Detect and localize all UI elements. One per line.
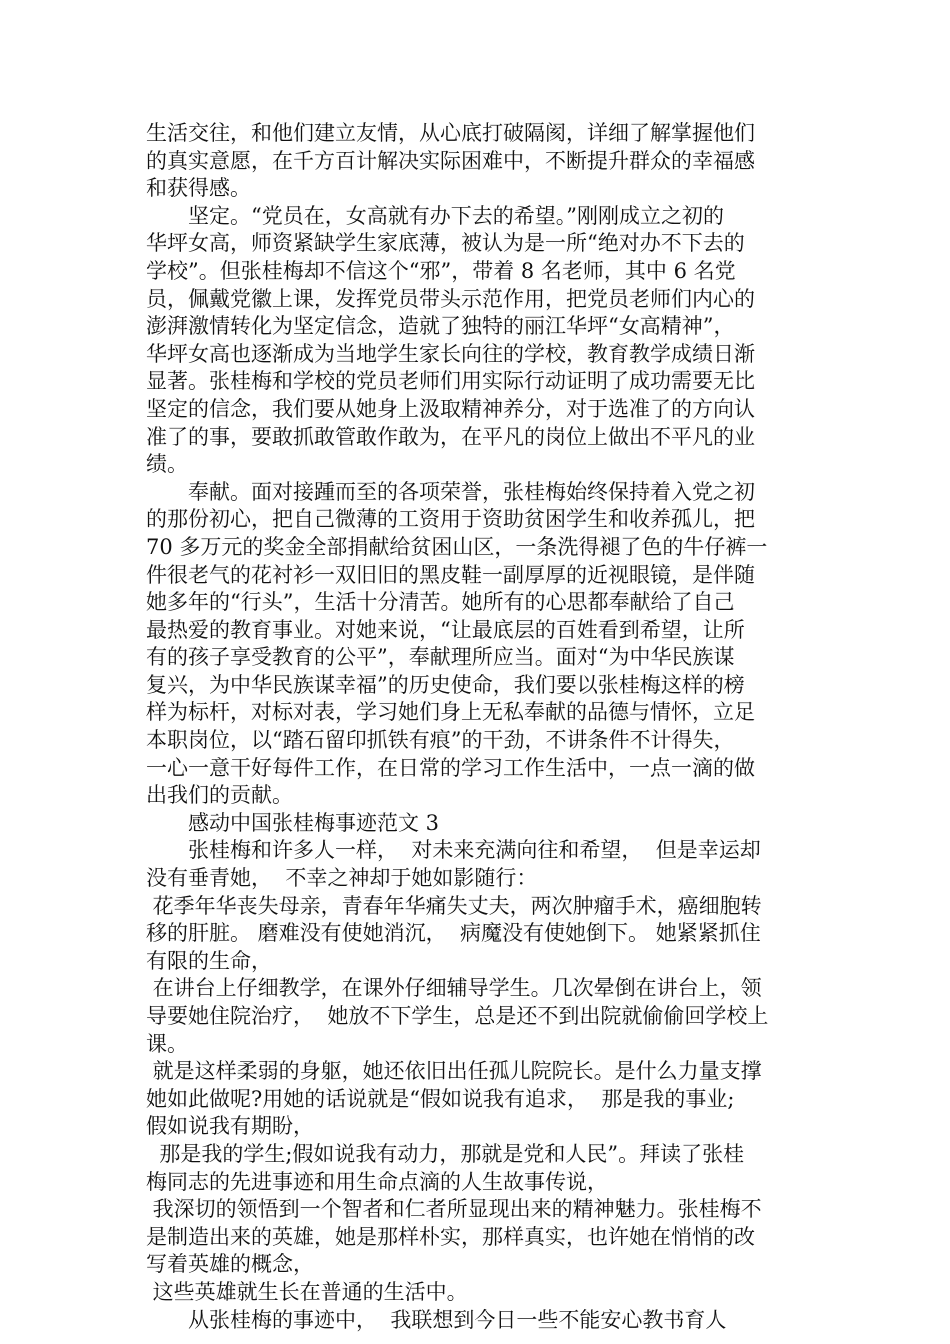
text-line: 生活交往，和他们建立友情，从心底打破隔阂，详细了解掌握他们: [146, 121, 755, 145]
text-line: 奉献。面对接踵而至的各项荣誉，张桂梅始终保持着入党之初: [146, 479, 755, 504]
text-line: 从张桂梅的事迹中， 我联想到今日一些不能安心教书育人: [146, 1307, 727, 1332]
text-line: 坚定的信念，我们要从她身上汲取精神养分，对于选准了的方向认: [146, 396, 755, 421]
text-line: 员，佩戴党徽上课，发挥党员带头示范作用，把党员老师们内心的: [146, 286, 755, 311]
text-line: 梅同志的先进事迹和用生命点滴的人生故事传说，: [146, 1169, 608, 1194]
text-line: 有的孩子享受教育的公平”，奉献理所应当。面对“为中华民族谋: [146, 645, 735, 670]
text-line: 一心一意干好每件工作，在日常的学习工作生活中，一点一滴的做: [146, 755, 755, 780]
text-line: 最热爱的教育事业。对她来说，“让最底层的百姓看到希望，让所: [146, 617, 745, 642]
text-line: 复兴，为中华民族谋幸福”的历史使命，我们要以张桂梅这样的榜: [146, 672, 745, 697]
text-line: 课。: [146, 1031, 188, 1056]
text-line: 显著。张桂梅和学校的党员老师们用实际行动证明了成功需要无比: [146, 369, 755, 394]
text-line: 本职岗位，以“踏石留印抓铁有痕”的干劲，不讲条件不计得失，: [146, 728, 735, 753]
text-line: 这些英雄就生长在普通的生活中。: [146, 1279, 468, 1304]
text-line: 是制造出来的英雄，她是那样朴实，那样真实，也许她在悄悄的改: [146, 1224, 755, 1249]
text-line: 就是这样柔弱的身躯，她还依旧出任孤儿院院长。是什么力量支撑: [146, 1059, 762, 1084]
text-line: 绩。: [146, 452, 188, 477]
section-heading: 感动中国张桂梅事迹范文 3: [146, 810, 440, 835]
text-line: 样为标杆，对标对表，学习她们身上无私奉献的品德与情怀，立足: [146, 700, 755, 725]
text-line: 出我们的贡献。: [146, 783, 293, 808]
text-line: 那是我的学生;假如说我有动力，那就是党和人民”。拜读了张桂: [146, 1141, 745, 1166]
text-line: 花季年华丧失母亲，青春年华痛失丈夫，两次肿瘤手术，癌细胞转: [146, 893, 762, 918]
text-line: 件很老气的花衬衫一双旧旧的黑皮鞋一副厚厚的近视眼镜，是伴随: [146, 562, 755, 587]
text-line: 她如此做呢?用她的话说就是“假如说我有追求， 那是我的事业;: [146, 1086, 735, 1111]
text-line: 坚定。“党员在，女高就有办下去的希望。”刚刚成立之初的: [146, 203, 724, 228]
text-line: 在讲台上仔细教学，在课外仔细辅导学生。几次晕倒在讲台上，领: [146, 976, 762, 1001]
text-line: 华坪女高，师资紧缺学生家底薄，被认为是一所“绝对办不下去的: [146, 231, 745, 256]
text-line: 没有垂青她， 不幸之神却于她如影随行：: [146, 866, 538, 891]
text-line: 写着英雄的概念，: [146, 1252, 314, 1277]
text-line: 张桂梅和许多人一样， 对未来充满向往和希望， 但是幸运却: [146, 838, 761, 863]
text-line: 我深切的领悟到一个智者和仁者所显现出来的精神魅力。张桂梅不: [146, 1197, 762, 1222]
text-line: 假如说我有期盼，: [146, 1114, 314, 1139]
text-line: 70 多万元的奖金全部捐献给贫困山区，一条洗得褪了色的牛仔裤一: [146, 534, 768, 559]
document-page: [146, 120, 806, 1334]
text-line: 的那份初心，把自己微薄的工资用于资助贫困学生和收养孤儿，把: [146, 507, 755, 532]
text-line: 和获得感。: [146, 176, 251, 201]
text-line: 的真实意愿，在千方百计解决实际困难中，不断提升群众的幸福感: [146, 148, 755, 173]
text-line: 导要她住院治疗， 她放不下学生，总是还不到出院就偷偷回学校上: [146, 1004, 769, 1028]
text-line: 准了的事，要敢抓敢管敢作敢为，在平凡的岗位上做出不平凡的业: [146, 424, 755, 449]
text-line: 有限的生命，: [146, 948, 272, 973]
text-line: 移的肝脏。 磨难没有使她消沉， 病魔没有使她倒下。 她紧紧抓住: [146, 921, 761, 946]
text-line: 她多年的“行头”，生活十分清苦。她所有的心思都奉献给了自己: [146, 590, 735, 615]
text-line: 澎湃激情转化为坚定信念，造就了独特的丽江华坪“女高精神”，: [146, 314, 735, 339]
text-line: 学校”。但张桂梅却不信这个“邪”，带着 8 名老师，其中 6 名党: [146, 258, 736, 283]
text-line: 华坪女高也逐渐成为当地学生家长向往的学校，教育教学成绩日渐: [146, 341, 755, 366]
